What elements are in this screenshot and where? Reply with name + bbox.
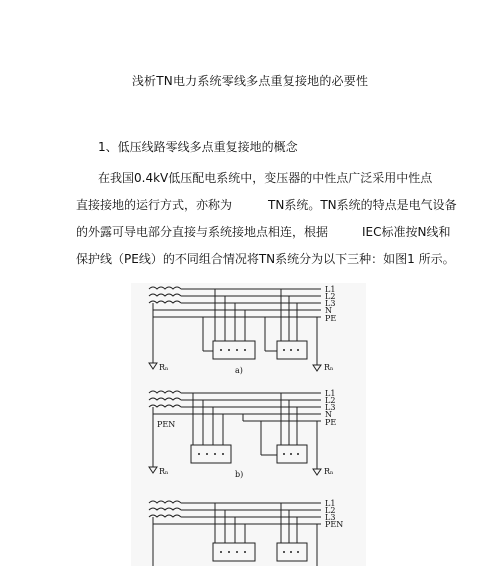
diagram-b — [149, 391, 321, 475]
equipment-box-c1 — [213, 543, 255, 561]
diagram-c — [149, 501, 321, 566]
label-l2-c: L2 — [325, 506, 336, 515]
label-ground-right-b: Rₙ — [324, 467, 334, 476]
label-n-b: N — [325, 410, 332, 419]
transformer-windings-a — [149, 287, 181, 303]
paragraph-line-2-part-b: TN系统。TN系统的特点是电气设备 — [268, 198, 457, 212]
ground-symbol-b-left — [149, 467, 157, 473]
paragraph-line-2-part-a: 直接接地的运行方式，亦称为 — [76, 198, 233, 212]
paragraph-line-1: 在我国0.4kV低压配电系统中，变压器的中性点广泛采用中性点 — [98, 171, 433, 185]
label-ground-right-a: Rₙ — [324, 363, 334, 372]
label-l2-b: L2 — [325, 396, 336, 405]
paragraph-line-4: 保护线（PE线）的不同组合情况将TN系统分为以下三种：如图1 所示。 — [76, 252, 455, 266]
tn-system-figure — [131, 283, 366, 566]
document-title: 浅析TN电力系统零线多点重复接地的必要性 — [131, 74, 369, 88]
paragraph-line-3-part-b: IEC标准按N线和 — [362, 225, 451, 239]
diagram-a — [149, 287, 321, 371]
label-n-a: N — [325, 306, 332, 315]
transformer-windings-b — [149, 391, 181, 407]
ground-symbol-a-right — [313, 365, 321, 371]
label-pe-a: PE — [325, 314, 337, 323]
caption-a: a) — [235, 366, 243, 375]
label-pen-b: PEN — [157, 420, 176, 429]
label-pen-c: PEN — [325, 520, 344, 529]
equipment-box-b1 — [191, 445, 231, 463]
label-l3-a: L3 — [325, 299, 336, 308]
paragraph-line-3-part-a: 的外露可导电部分直接与系统接地点相连，根据 — [76, 225, 329, 239]
label-pe-b: PE — [325, 418, 337, 427]
label-l3-c: L3 — [325, 513, 336, 522]
label-l1-b: L1 — [325, 389, 336, 398]
paragraph-line-3 — [76, 223, 451, 240]
label-l1-c: L1 — [325, 499, 336, 508]
paragraph-line-2 — [76, 196, 457, 213]
label-ground-left-b: Rₙ — [159, 467, 169, 476]
section-heading: 1、低压线路零线多点重复接地的概念 — [98, 140, 298, 154]
tn-system-diagram — [131, 283, 366, 566]
ground-symbol-b-right — [313, 469, 321, 475]
label-ground-left-a: Rₙ — [159, 363, 169, 372]
label-l1-a: L1 — [325, 285, 336, 294]
equipment-box-a1 — [213, 341, 255, 359]
transformer-windings-c — [149, 501, 181, 517]
label-l3-b: L3 — [325, 403, 336, 412]
ground-symbol-a-left — [149, 363, 157, 369]
label-l2-a: L2 — [325, 292, 336, 301]
caption-b: b) — [235, 470, 244, 479]
